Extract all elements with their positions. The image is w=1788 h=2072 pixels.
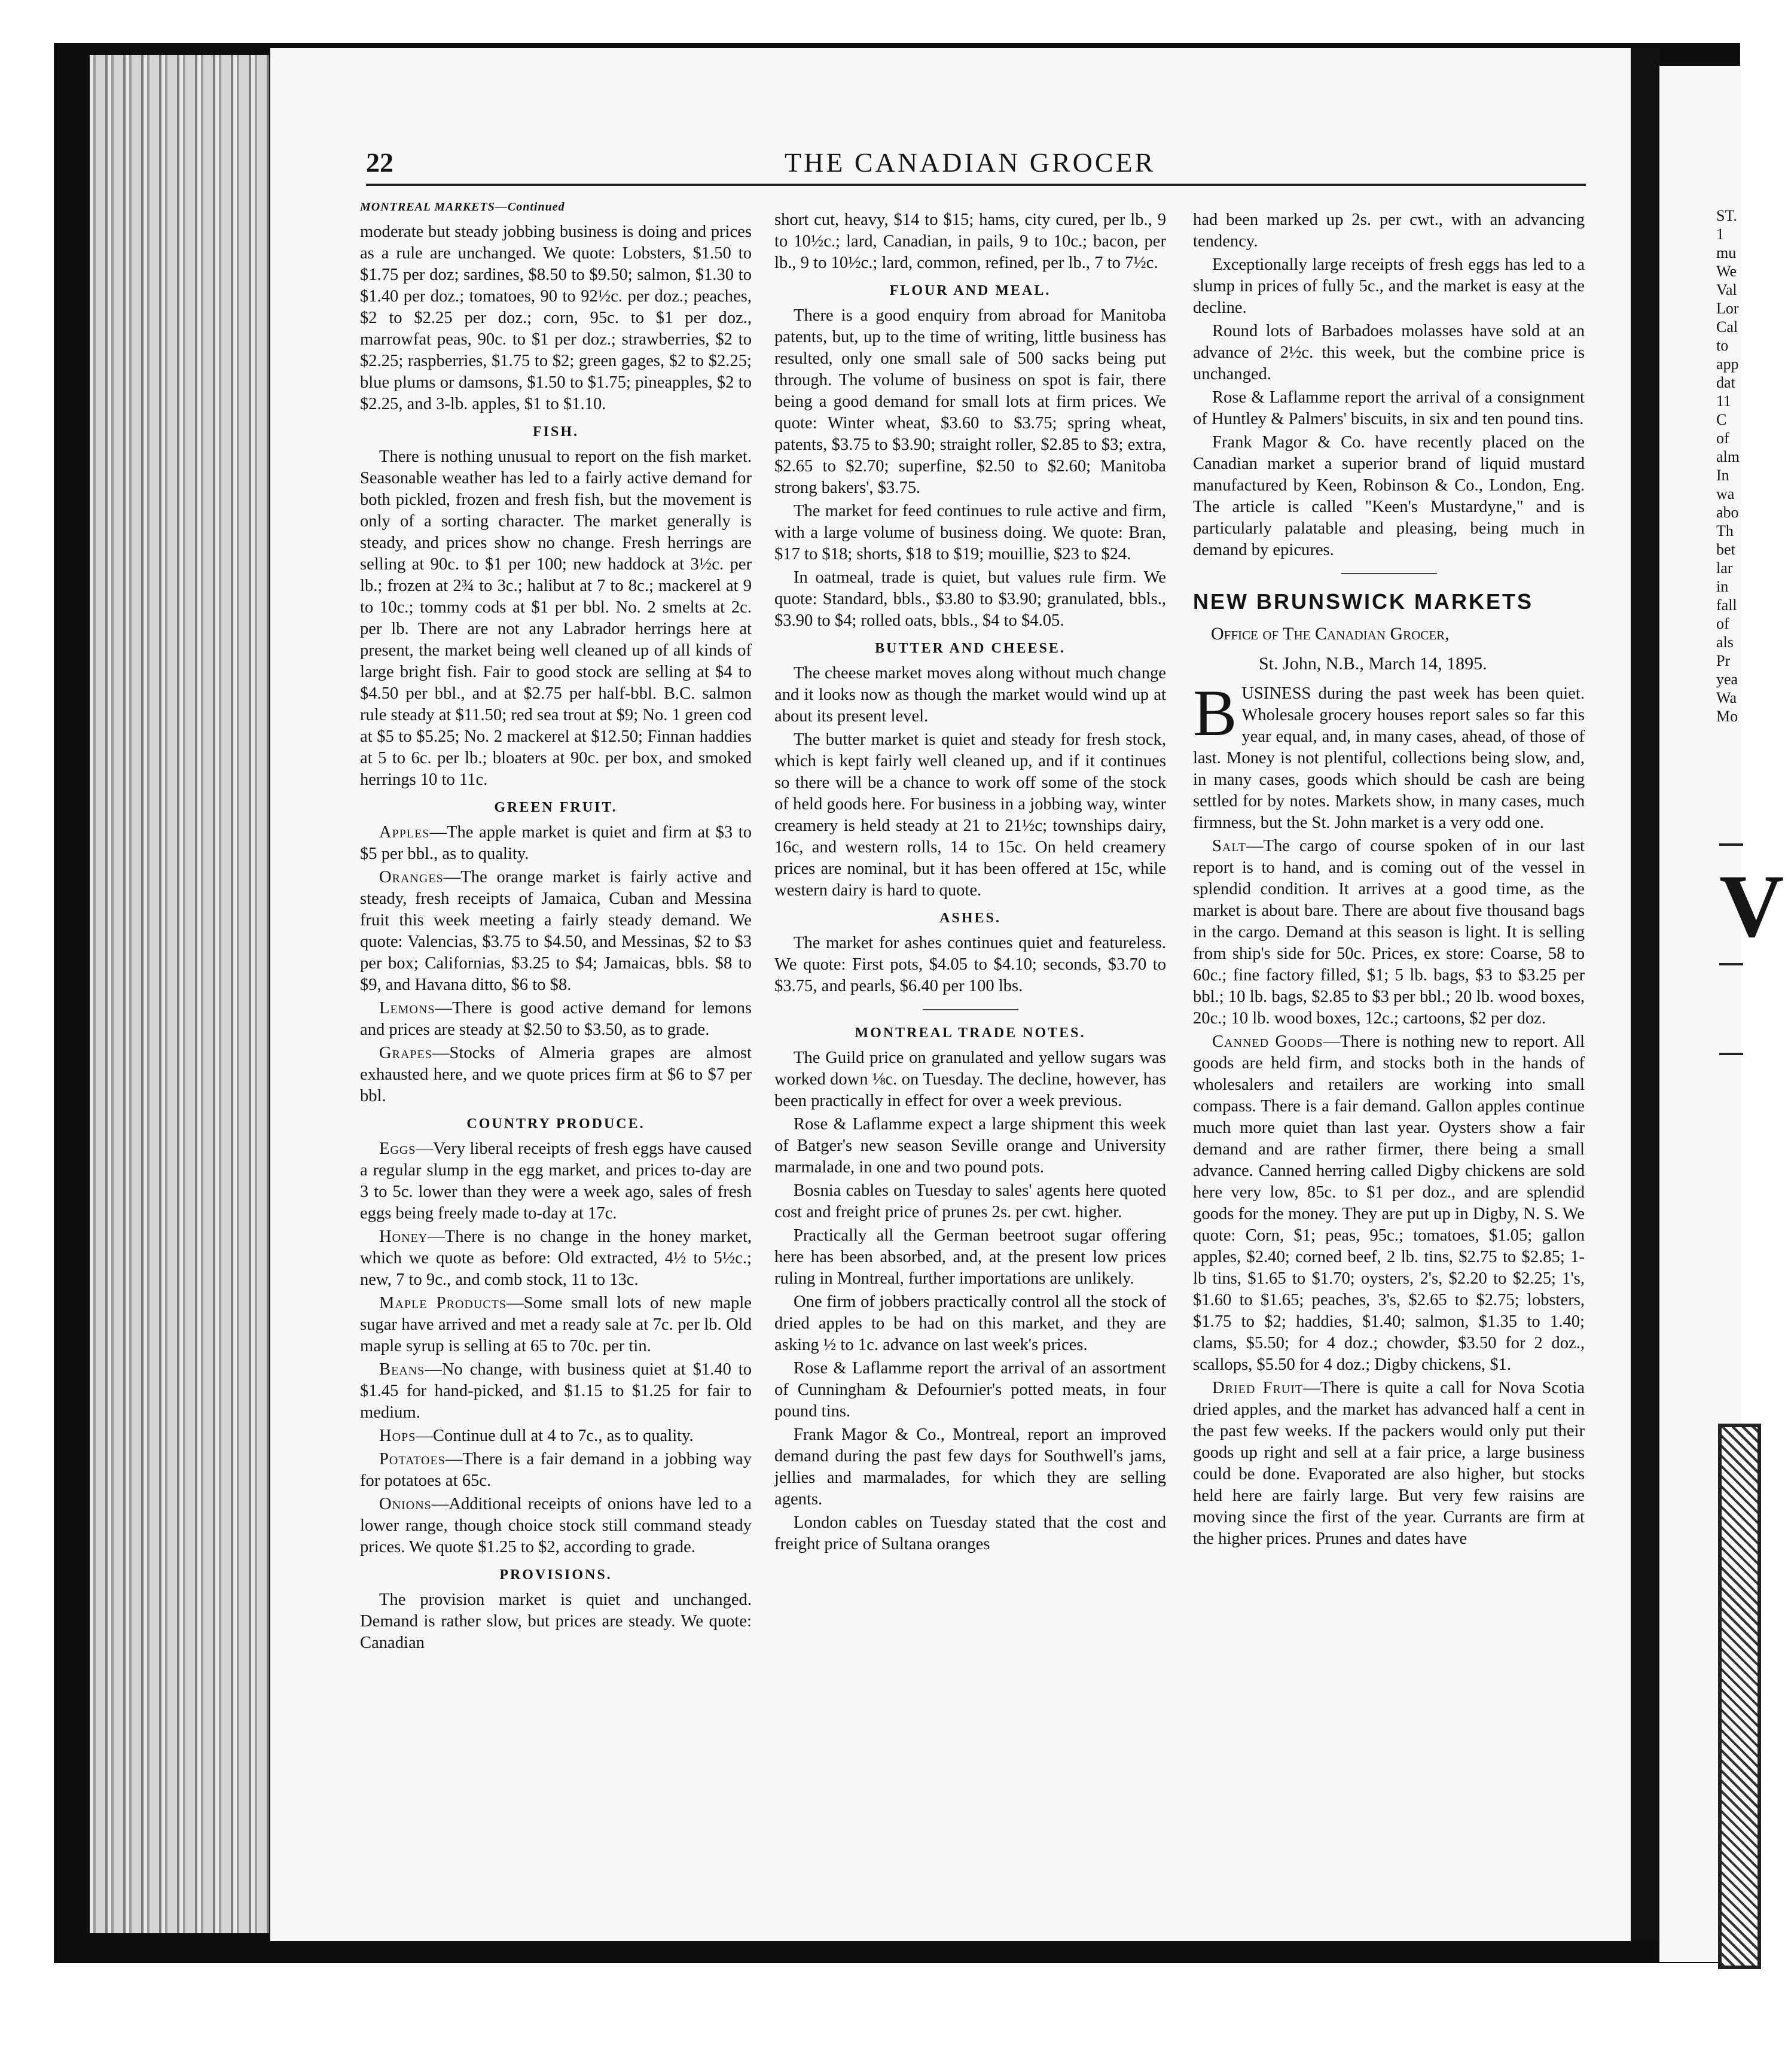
continued-label: MONTREAL MARKETS—Continued bbox=[360, 200, 565, 214]
column-2 bbox=[774, 209, 1166, 1557]
text-fragment: als bbox=[1716, 633, 1734, 651]
section-heading-ashes: ASHES. bbox=[939, 910, 1001, 926]
paragraph: Rose & Laflamme report the arrival of an assortment of Cunningham & Defournier's potted meats, in four pound tins. bbox=[774, 1359, 1166, 1421]
publication-title: THE CANADIAN GROCER bbox=[785, 147, 1156, 178]
text-fragment: to bbox=[1716, 337, 1729, 354]
text-fragment: In bbox=[1716, 467, 1729, 484]
paragraph bbox=[1193, 677, 1585, 834]
facing-page-rule bbox=[1719, 963, 1743, 965]
text-fragment: fall bbox=[1716, 596, 1737, 614]
page bbox=[270, 48, 1631, 1941]
paragraph: had been marked up 2s. per cwt., with an advancing tendency. bbox=[1193, 211, 1585, 251]
text-fragment: Th bbox=[1716, 522, 1734, 540]
paragraph bbox=[360, 1043, 752, 1107]
paragraph bbox=[360, 1226, 752, 1291]
header-rule bbox=[366, 184, 1586, 186]
section-separator bbox=[1341, 573, 1437, 574]
section-heading-butter-and-cheese: BUTTER AND CHEESE. bbox=[875, 641, 1066, 656]
item-text: —Some small lots of new maple sugar have arrived and met a ready sale at 7c. per lb. Old maple syrup is selling at 65 to 70c. per tin. bbox=[360, 1294, 752, 1355]
paragraph: short cut, heavy, $14 to $15; hams, city cured, per lb., 9 to 10½c.; lard, Canadian, in pails, 9 to 10c.; bacon, per lb., 9 to 10½c.; lard, common, refined, per lb., 7 to 7½c. bbox=[774, 211, 1166, 272]
paragraph bbox=[1193, 1031, 1585, 1376]
page-number: 22 bbox=[366, 147, 393, 178]
section-heading-fish: FISH. bbox=[532, 424, 579, 440]
text-fragment: of bbox=[1716, 429, 1729, 447]
text-fragment: ST. bbox=[1716, 207, 1737, 224]
paragraph: There is nothing unusual to report on the fish market. Seasonable weather has led to a fairly active demand for both pickled, frozen and fresh fish, but the movement is only of a sorting character. The market generally is steady, and prices show no change. Fresh herrings are selling at 90c. to $1 per 100; new haddock at 3½c. per lb.; frozen at 2¾ to 3c.; halibut at 7 to 8c.; mackerel at 9 to 10c.; tommy cods at $1 per bbl. No. 2 smelts at 2c. per lb. There are not any Labrador herrings here at present, the market being well cleaned up of all kinds of large bright fish. Fair to good stock are selling at $4 to $4.50 per bbl., and at $2.75 per half-bbl. B.C. salmon rule steady at $11.50; red sea trout at $9; No. 1 green cod at $5 to $5.25; No. 2 mackerel at $12.50; Finnan haddies at 5 to 6c. per lb.; bloaters at 90c. per box, and smoked herrings 10 to 11c. bbox=[360, 447, 752, 789]
paragraph: The market for feed continues to rule active and firm, with a large volume of business doing. We quote: Bran, $17 to $18; shorts, $18 to $19; mouillie, $23 to $24. bbox=[774, 502, 1166, 563]
paragraph: moderate but steady jobbing business is doing and prices as a rule are unchanged. We quote: Lobsters, $1.50 to $1.75 per doz; sardines, $8.50 to $9.50; salmon, $1.30 to $1.40 per doz.; tomatoes, 90 to 92½c. per doz.; peaches, $2 to $2.25 per doz.; corn, 95c. to $1 per doz., marrowfat peas, 90c. to $1 per doz.; strawberries, $2 to $2.25; raspberries, $1.75 to $2; green gages, $2 to $2.25; blue plums or damsons, $1.50 to $1.75; pineapples, $2 to $2.25, and 3-lb. apples, $1 to $1.10. bbox=[360, 223, 752, 413]
paragraph: The provision market is quiet and unchanged. Demand is rather slow, but prices are steady. We quote: Canadian bbox=[360, 1590, 752, 1652]
text-fragment: Cal bbox=[1716, 318, 1738, 336]
text-fragment: alm bbox=[1716, 448, 1740, 465]
paragraph: Rose & Laflamme expect a large shipment this week of Batger's new season Seville orange and University marmalade, in one and two pound pots. bbox=[774, 1115, 1166, 1177]
item-text: —There is no change in the honey market, which we quote as before: Old extracted, 4½ to 5½c.; new, 7 to 9c., and comb stock, 11 to 13c. bbox=[360, 1227, 752, 1289]
item-label: Lemons bbox=[379, 999, 435, 1017]
paragraph bbox=[360, 822, 752, 865]
item-label: Canned Goods bbox=[1212, 1032, 1323, 1051]
item-text: —The apple market is quiet and firm at $3 to $5 per bbl., as to quality. bbox=[360, 823, 752, 863]
paragraph bbox=[360, 1425, 752, 1447]
item-label: Honey bbox=[379, 1227, 428, 1246]
text-fragment: Val bbox=[1716, 281, 1737, 298]
facing-page-text-fragments bbox=[1716, 206, 1788, 726]
section-heading-green-fruit: GREEN FRUIT. bbox=[494, 800, 618, 815]
paragraph bbox=[360, 998, 752, 1041]
drop-cap: B bbox=[1193, 677, 1237, 749]
text-fragment: of bbox=[1716, 615, 1729, 632]
facing-page-large-letter: V bbox=[1719, 857, 1784, 956]
paragraph bbox=[1193, 1378, 1585, 1550]
paragraph: Exceptionally large receipts of fresh eggs has led to a slump in prices of fully 5c., and the market is easy at the decline. bbox=[1193, 255, 1585, 317]
text-fragment: Lor bbox=[1716, 300, 1739, 317]
item-label: Maple Products bbox=[379, 1294, 507, 1312]
item-text: —The orange market is fairly active and steady, fresh receipts of Jamaica, Cuban and Messina fruit this week meeting a fairly steady demand. We quote: Valencias, $3.75 to $4.50, and Messinas, $2 to $3 per box; Californias, $3.25 to $4; Jamaicas, bbls. $8 to $9, and Havana ditto, $6 to $8. bbox=[360, 868, 752, 994]
text-fragment: Pr bbox=[1716, 652, 1731, 669]
item-text: —There is nothing new to report. All goods are held firm, and stocks both in the hands of wholesalers and retailers are working into small compass. There is a fair demand. Gallon apples continue much more quiet than last year. Oysters show a fair demand and are rather firmer, there being a small advance. Canned herring called Digby chickens are sold here very low, 85c. to $1 per doz., and are splendid goods for the money. They are put up in Digby, N. S. We quote: Corn, $1; peas, 95c.; tomatoes, $1.05; gallon apples, $2.40; corned beef, 2 lb. tins, $2.75 to $2.85; 1-lb tins, $1.65 to $1.70; oysters, 2's, $2.20 to $2.25; 1's, $1.60 to $1.65; peaches, 3's, $2.65 to $2.75; lobsters, $1.75 to $2; haddies, $1.40; salmon, $1.35 to 1.40; clams, $5.50; for 4 doz.; chowder, $3.50 for 2 doz., scallops, $5.50 for 4 doz.; Digby chickens, $1. bbox=[1193, 1032, 1585, 1374]
section-heading-new-brunswick-markets: NEW BRUNSWICK MARKETS bbox=[1193, 589, 1533, 614]
text-fragment: 1 bbox=[1716, 226, 1724, 243]
page-edges bbox=[90, 55, 269, 1933]
paragraph: Bosnia cables on Tuesday to sales' agents here quoted cost and freight price of prunes 2s. per cwt. higher. bbox=[774, 1181, 1166, 1221]
facing-page-rule bbox=[1719, 1053, 1743, 1055]
dateline: St. John, N.B., March 14, 1895. bbox=[1259, 654, 1487, 674]
text-fragment: 11 bbox=[1716, 392, 1732, 410]
paragraph: The market for ashes continues quiet and featureless. We quote: First pots, $4.05 to $4.10; seconds, $3.70 to $3.75, and pearls, $6.40 per 100 lbs. bbox=[774, 934, 1166, 995]
item-text: —Additional receipts of onions have led to a lower range, though choice stock still command steady prices. We quote $1.25 to $2, according to grade. bbox=[360, 1495, 752, 1556]
text-fragment: in bbox=[1716, 578, 1729, 595]
item-label: Potatoes bbox=[379, 1450, 446, 1468]
paragraph: Frank Magor & Co., Montreal, report an improved demand during the past few days for Southwell's jams, jellies and marmalades, for which they are selling agents. bbox=[774, 1425, 1166, 1509]
paragraph bbox=[1193, 836, 1585, 1029]
paragraph: There is a good enquiry from abroad for Manitoba patents, but, up to the time of writing, little business has resulted, only one small sale of 500 sacks being put through. The volume of business on spot is fair, there being a good demand for small lots at firm prices. We quote: Winter wheat, $3.60 to $3.75; spring wheat, patents, $3.75 to $3.90; straight roller, $2.85 to $3; extra, $2.65 to $2.70; superfine, $2.50 to $2.60; Manitoba strong bakers', $3.75. bbox=[774, 306, 1166, 497]
item-text: USINESS during the past week has been quiet. Wholesale grocery houses report sales so far this year equal, and, in many cases, ahead, of those of last. Money is not plentiful, collections being slow, and, in many cases, goods which should be cash are being settled for by notes. Markets show, in many cases, much firmness, but the St. John market is a very odd one. bbox=[1193, 684, 1585, 832]
section-heading-montreal-trade-notes: MONTREAL TRADE NOTES. bbox=[855, 1025, 1086, 1041]
text-fragment: app bbox=[1716, 355, 1739, 373]
paragraph: The cheese market moves along without much change and it looks now as though the market would wind up at about its present level. bbox=[774, 664, 1166, 726]
paragraph bbox=[360, 867, 752, 996]
item-text: —Stocks of Almeria grapes are almost exhausted here, and we quote prices firm at $6 to $7 per bbl. bbox=[360, 1044, 752, 1105]
item-label: Apples bbox=[379, 823, 430, 842]
facing-page-rule bbox=[1719, 843, 1743, 846]
column-3 bbox=[1193, 209, 1585, 1552]
section-heading-flour-and-meal: FLOUR AND MEAL. bbox=[889, 283, 1051, 298]
item-text: —There is quite a call for Nova Scotia dried apples, and the market has advanced half a cent in the past few weeks. If the packers would only put their goods up right and sell at a fair price, a large business could be done. Evaporated are also higher, but stocks held here are fairly large. But very few raisins are moving since the first of the year. Currants are firm at the higher prices. Prunes and dates have bbox=[1193, 1379, 1585, 1548]
paragraph bbox=[360, 1293, 752, 1357]
paragraph: The Guild price on granulated and yellow sugars was worked down ⅛c. on Tuesday. The decline, however, has been practically in effect for over a week previous. bbox=[774, 1049, 1166, 1110]
paragraph: London cables on Tuesday stated that the cost and freight price of Sultana oranges bbox=[774, 1513, 1166, 1553]
item-label: Eggs bbox=[379, 1139, 416, 1158]
item-label: Oranges bbox=[379, 868, 444, 886]
text-fragment: Mo bbox=[1716, 708, 1738, 725]
section-separator bbox=[923, 1009, 1018, 1010]
item-label: Dried Fruit bbox=[1212, 1379, 1304, 1397]
paragraph bbox=[360, 1359, 752, 1424]
paragraph bbox=[360, 1138, 752, 1224]
item-label: Onions bbox=[379, 1495, 432, 1513]
text-fragment: yea bbox=[1716, 671, 1738, 688]
column-1 bbox=[360, 196, 752, 1656]
facing-page-ornamental-border bbox=[1718, 1424, 1761, 1969]
book-gutter bbox=[1631, 48, 1659, 1941]
item-text: —No change, with business quiet at $1.40 to $1.45 for hand-picked, and $1.15 to $1.25 for fair to medium. bbox=[360, 1360, 752, 1422]
text-fragment: We bbox=[1716, 263, 1737, 280]
paragraph: The butter market is quiet and steady for fresh stock, which is kept fairly well cleaned up, and if it continues so there will be a chance to work off some of the stock of held goods here. For business in a jobbing way, winter creamery is held steady at 21 to 21½c; townships dairy, 16c, and western rolls, 14 to 15c. On held creamery prices are nominal, but it has been offered at 15c, while western dairy is hard to quote. bbox=[774, 730, 1166, 900]
item-text: —There is good active demand for lemons and prices are steady at $2.50 to $3.50, as to grade. bbox=[360, 999, 752, 1039]
paragraph: Frank Magor & Co. have recently placed on the Canadian market a superior brand of liquid mustard manufactured by Keen, Robinson & Co., London, Eng. The article is called "Keen's Mustardyne," and is particularly palatable and pleasing, being much in demand by epicures. bbox=[1193, 433, 1585, 559]
item-text: —The cargo of course spoken of in our last report is to hand, and is coming out of the vessel in splendid condition. It arrives at a good time, as the market is about bare. There are about five thousand bags in the cargo. Demand at this season is light. It is selling from ship's side for 50c. Prices, ex store: Coarse, 58 to 60c.; fine factory filled, $1; 5 lb. bags, $3 to $3.25 per bbl.; 10 lb. bags, $2.85 to $3 per bbl.; 20 lb. wood boxes, 20c.; 10 lb. wood boxes, 12c.; cartoons, $2 per doz. bbox=[1193, 837, 1585, 1028]
text-fragment: abo bbox=[1716, 504, 1739, 521]
section-heading-country-produce: COUNTRY PRODUCE. bbox=[466, 1116, 645, 1132]
item-label: Beans bbox=[379, 1360, 425, 1379]
text-fragment: lar bbox=[1716, 559, 1733, 577]
paragraph: Practically all the German beetroot sugar offering here has been absorbed, and, at the present low prices ruling in Montreal, further importations are unlikely. bbox=[774, 1226, 1166, 1288]
office-line: Office of The Canadian Grocer, bbox=[1211, 624, 1450, 644]
text-fragment: Wa bbox=[1716, 689, 1737, 706]
text-fragment: bet bbox=[1716, 541, 1735, 558]
text-fragment: wa bbox=[1716, 485, 1735, 502]
item-label: Salt bbox=[1212, 837, 1246, 855]
item-text: —There is a fair demand in a jobbing way for potatoes at 65c. bbox=[360, 1450, 752, 1490]
paragraph bbox=[360, 1449, 752, 1492]
section-heading-provisions: PROVISIONS. bbox=[499, 1567, 612, 1583]
item-text: —Very liberal receipts of fresh eggs have caused a regular slump in the egg market, and prices to-day are 3 to 5c. lower than they were a week ago, sales of fresh eggs being freely made to-day at 17c. bbox=[360, 1139, 752, 1223]
paragraph bbox=[360, 1494, 752, 1558]
text-fragment: dat bbox=[1716, 374, 1735, 391]
item-text: —Continue dull at 4 to 7c., as to quality. bbox=[416, 1427, 694, 1445]
paragraph: One firm of jobbers practically control all the stock of dried apples to be had on this market, and they are asking ½ to 1c. advance on last week's prices. bbox=[774, 1293, 1166, 1354]
item-label: Grapes bbox=[379, 1044, 432, 1062]
text-fragment: C bbox=[1716, 411, 1727, 428]
facing-page bbox=[1659, 66, 1784, 1962]
text-fragment: mu bbox=[1716, 244, 1737, 261]
page-header bbox=[366, 147, 1586, 188]
paragraph: In oatmeal, trade is quiet, but values rule firm. We quote: Standard, bbls., $3.80 to $3.90; granulated, bbls., $3.90 to $4; rolled oats, bbls., $4 to $4.05. bbox=[774, 568, 1166, 630]
item-label: Hops bbox=[379, 1427, 416, 1445]
paragraph: Round lots of Barbadoes molasses have sold at an advance of 2½c. this week, but the combine price is unchanged. bbox=[1193, 322, 1585, 383]
paragraph: Rose & Laflamme report the arrival of a consignment of Huntley & Palmers' biscuits, in six and ten pound tins. bbox=[1193, 388, 1585, 428]
